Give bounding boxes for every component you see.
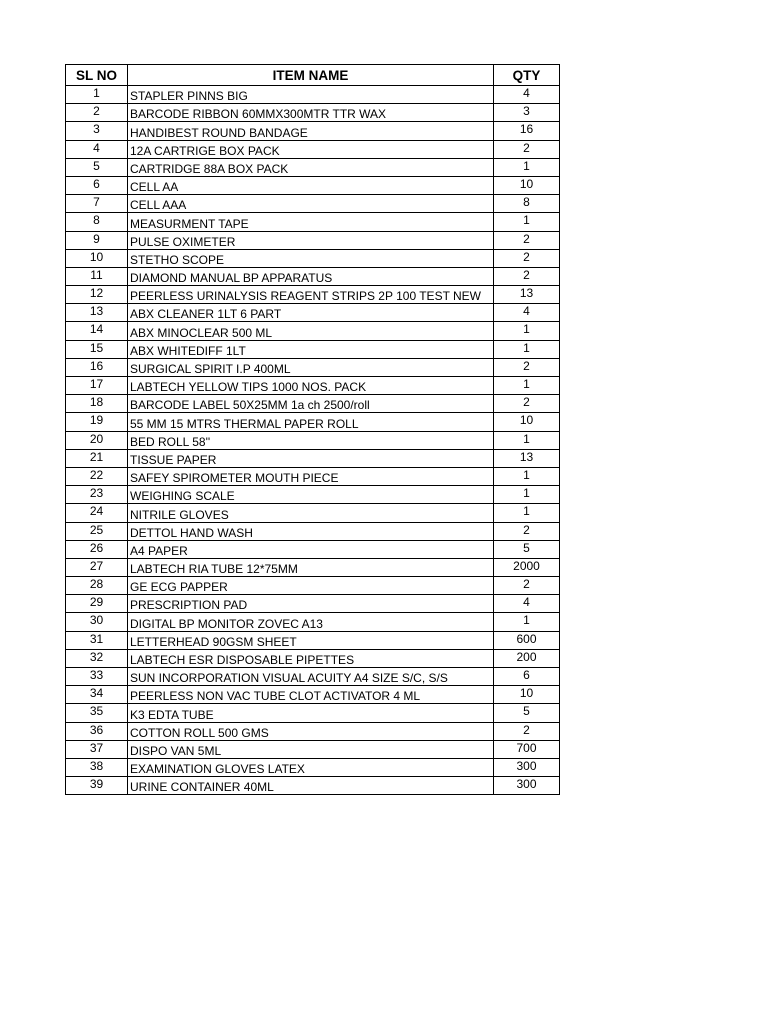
qty-cell: 2 <box>494 577 560 595</box>
qty-cell: 4 <box>494 595 560 613</box>
table-row <box>66 267 560 285</box>
sl-no-cell: 3 <box>66 122 128 140</box>
table-row <box>66 322 560 340</box>
sl-no-cell: 1 <box>66 86 128 104</box>
item-name-cell: STETHO SCOPE <box>128 249 494 267</box>
sl-no-cell: 23 <box>66 486 128 504</box>
table-row <box>66 486 560 504</box>
table-row <box>66 286 560 304</box>
qty-cell: 2 <box>494 140 560 158</box>
item-name-cell: EXAMINATION GLOVES LATEX <box>128 758 494 776</box>
item-name-cell: BED ROLL 58'' <box>128 431 494 449</box>
sl-no-cell: 37 <box>66 740 128 758</box>
qty-cell: 1 <box>494 340 560 358</box>
table-row <box>66 231 560 249</box>
sl-no-cell: 28 <box>66 577 128 595</box>
qty-cell: 2 <box>494 231 560 249</box>
qty-cell: 2 <box>494 267 560 285</box>
qty-cell: 1 <box>494 504 560 522</box>
item-name-cell: PRESCRIPTION PAD <box>128 595 494 613</box>
sl-no-cell: 19 <box>66 413 128 431</box>
table-row <box>66 668 560 686</box>
table-row <box>66 213 560 231</box>
item-name-cell: PEERLESS URINALYSIS REAGENT STRIPS 2P 100 TEST NEW <box>128 286 494 304</box>
item-name-cell: DIGITAL BP MONITOR ZOVEC A13 <box>128 613 494 631</box>
item-name-cell: STAPLER PINNS BIG <box>128 86 494 104</box>
qty-cell: 2 <box>494 249 560 267</box>
sl-no-cell: 10 <box>66 249 128 267</box>
item-name-cell: SURGICAL SPIRIT I.P 400ML <box>128 358 494 376</box>
sl-no-cell: 12 <box>66 286 128 304</box>
table-row <box>66 377 560 395</box>
item-quantity-table <box>65 64 560 795</box>
item-name-cell: A4 PAPER <box>128 540 494 558</box>
item-list-sheet <box>65 64 560 795</box>
table-row <box>66 704 560 722</box>
table-row <box>66 631 560 649</box>
sl-no-cell: 6 <box>66 176 128 194</box>
item-name-cell: URINE CONTAINER 40ML <box>128 777 494 795</box>
sl-no-cell: 17 <box>66 377 128 395</box>
item-name-cell: CELL AA <box>128 176 494 194</box>
qty-cell: 1 <box>494 158 560 176</box>
item-name-cell: LETTERHEAD 90GSM SHEET <box>128 631 494 649</box>
qty-cell: 1 <box>494 613 560 631</box>
item-name-cell: WEIGHING SCALE <box>128 486 494 504</box>
table-header-row <box>66 65 560 86</box>
sl-no-cell: 39 <box>66 777 128 795</box>
item-name-cell: SAFEY SPIROMETER MOUTH PIECE <box>128 467 494 485</box>
sl-no-cell: 35 <box>66 704 128 722</box>
table-row <box>66 395 560 413</box>
item-name-cell: DETTOL HAND WASH <box>128 522 494 540</box>
item-name-cell: BARCODE RIBBON 60MMX300MTR TTR WAX <box>128 104 494 122</box>
item-name-cell: DISPO VAN 5ML <box>128 740 494 758</box>
sl-no-cell: 25 <box>66 522 128 540</box>
qty-cell: 1 <box>494 322 560 340</box>
item-name-cell: DIAMOND MANUAL BP APPARATUS <box>128 267 494 285</box>
sl-no-cell: 8 <box>66 213 128 231</box>
qty-cell: 13 <box>494 286 560 304</box>
table-row <box>66 467 560 485</box>
item-name-cell: LABTECH YELLOW TIPS 1000 NOS. PACK <box>128 377 494 395</box>
table-row <box>66 358 560 376</box>
table-row <box>66 758 560 776</box>
item-name-cell: LABTECH ESR DISPOSABLE PIPETTES <box>128 649 494 667</box>
item-name-cell: 55 MM 15 MTRS THERMAL PAPER ROLL <box>128 413 494 431</box>
qty-cell: 2000 <box>494 558 560 576</box>
sl-no-cell: 14 <box>66 322 128 340</box>
sl-no-cell: 24 <box>66 504 128 522</box>
qty-cell: 4 <box>494 304 560 322</box>
table-row <box>66 413 560 431</box>
item-name-cell: PULSE OXIMETER <box>128 231 494 249</box>
qty-cell: 5 <box>494 540 560 558</box>
table-row <box>66 449 560 467</box>
qty-cell: 10 <box>494 413 560 431</box>
item-name-cell: SUN INCORPORATION VISUAL ACUITY A4 SIZE S/C, S/S <box>128 668 494 686</box>
qty-cell: 1 <box>494 213 560 231</box>
table-row <box>66 558 560 576</box>
table-row <box>66 722 560 740</box>
table-row <box>66 195 560 213</box>
table-row <box>66 686 560 704</box>
table-row <box>66 158 560 176</box>
qty-cell: 6 <box>494 668 560 686</box>
sl-no-cell: 30 <box>66 613 128 631</box>
table-row <box>66 176 560 194</box>
qty-cell: 700 <box>494 740 560 758</box>
table-row <box>66 777 560 795</box>
sl-no-cell: 20 <box>66 431 128 449</box>
sl-no-cell: 27 <box>66 558 128 576</box>
qty-cell: 10 <box>494 686 560 704</box>
qty-cell: 2 <box>494 522 560 540</box>
sl-no-cell: 36 <box>66 722 128 740</box>
sl-no-cell: 15 <box>66 340 128 358</box>
table-row <box>66 540 560 558</box>
table-row <box>66 649 560 667</box>
sl-no-cell: 5 <box>66 158 128 176</box>
sl-no-cell: 32 <box>66 649 128 667</box>
item-name-cell: HANDIBEST ROUND BANDAGE <box>128 122 494 140</box>
sl-no-cell: 33 <box>66 668 128 686</box>
table-row <box>66 304 560 322</box>
table-row <box>66 340 560 358</box>
qty-cell: 2 <box>494 395 560 413</box>
table-row <box>66 613 560 631</box>
qty-cell: 3 <box>494 104 560 122</box>
header-qty: QTY <box>494 65 560 86</box>
qty-cell: 600 <box>494 631 560 649</box>
table-row <box>66 522 560 540</box>
qty-cell: 13 <box>494 449 560 467</box>
sl-no-cell: 38 <box>66 758 128 776</box>
table-row <box>66 740 560 758</box>
sl-no-cell: 31 <box>66 631 128 649</box>
item-name-cell: MEASURMENT TAPE <box>128 213 494 231</box>
table-row <box>66 431 560 449</box>
item-name-cell: COTTON ROLL 500 GMS <box>128 722 494 740</box>
item-name-cell: ABX CLEANER 1LT 6 PART <box>128 304 494 322</box>
table-row <box>66 504 560 522</box>
item-name-cell: LABTECH RIA TUBE 12*75MM <box>128 558 494 576</box>
table-row <box>66 86 560 104</box>
sl-no-cell: 13 <box>66 304 128 322</box>
sl-no-cell: 11 <box>66 267 128 285</box>
item-name-cell: CARTRIDGE 88A BOX PACK <box>128 158 494 176</box>
item-name-cell: ABX WHITEDIFF 1LT <box>128 340 494 358</box>
header-item-name: ITEM NAME <box>128 65 494 86</box>
sl-no-cell: 21 <box>66 449 128 467</box>
item-name-cell: 12A CARTRIGE BOX PACK <box>128 140 494 158</box>
qty-cell: 2 <box>494 722 560 740</box>
sl-no-cell: 34 <box>66 686 128 704</box>
qty-cell: 16 <box>494 122 560 140</box>
qty-cell: 2 <box>494 358 560 376</box>
sl-no-cell: 4 <box>66 140 128 158</box>
sl-no-cell: 7 <box>66 195 128 213</box>
qty-cell: 1 <box>494 486 560 504</box>
item-name-cell: PEERLESS NON VAC TUBE CLOT ACTIVATOR 4 ML <box>128 686 494 704</box>
qty-cell: 10 <box>494 176 560 194</box>
item-name-cell: TISSUE PAPER <box>128 449 494 467</box>
qty-cell: 8 <box>494 195 560 213</box>
table-row <box>66 140 560 158</box>
item-name-cell: BARCODE LABEL 50X25MM 1a ch 2500/roll <box>128 395 494 413</box>
qty-cell: 300 <box>494 777 560 795</box>
qty-cell: 300 <box>494 758 560 776</box>
sl-no-cell: 18 <box>66 395 128 413</box>
qty-cell: 1 <box>494 467 560 485</box>
sl-no-cell: 2 <box>66 104 128 122</box>
item-name-cell: NITRILE GLOVES <box>128 504 494 522</box>
item-name-cell: K3 EDTA TUBE <box>128 704 494 722</box>
table-row <box>66 122 560 140</box>
item-name-cell: CELL AAA <box>128 195 494 213</box>
sl-no-cell: 22 <box>66 467 128 485</box>
header-sl-no: SL NO <box>66 65 128 86</box>
table-row <box>66 249 560 267</box>
sl-no-cell: 29 <box>66 595 128 613</box>
table-row <box>66 104 560 122</box>
qty-cell: 4 <box>494 86 560 104</box>
qty-cell: 1 <box>494 431 560 449</box>
table-row <box>66 577 560 595</box>
item-name-cell: GE ECG PAPPER <box>128 577 494 595</box>
item-name-cell: ABX MINOCLEAR 500 ML <box>128 322 494 340</box>
sl-no-cell: 9 <box>66 231 128 249</box>
table-body <box>66 86 560 795</box>
qty-cell: 5 <box>494 704 560 722</box>
qty-cell: 1 <box>494 377 560 395</box>
table-row <box>66 595 560 613</box>
sl-no-cell: 26 <box>66 540 128 558</box>
sl-no-cell: 16 <box>66 358 128 376</box>
qty-cell: 200 <box>494 649 560 667</box>
